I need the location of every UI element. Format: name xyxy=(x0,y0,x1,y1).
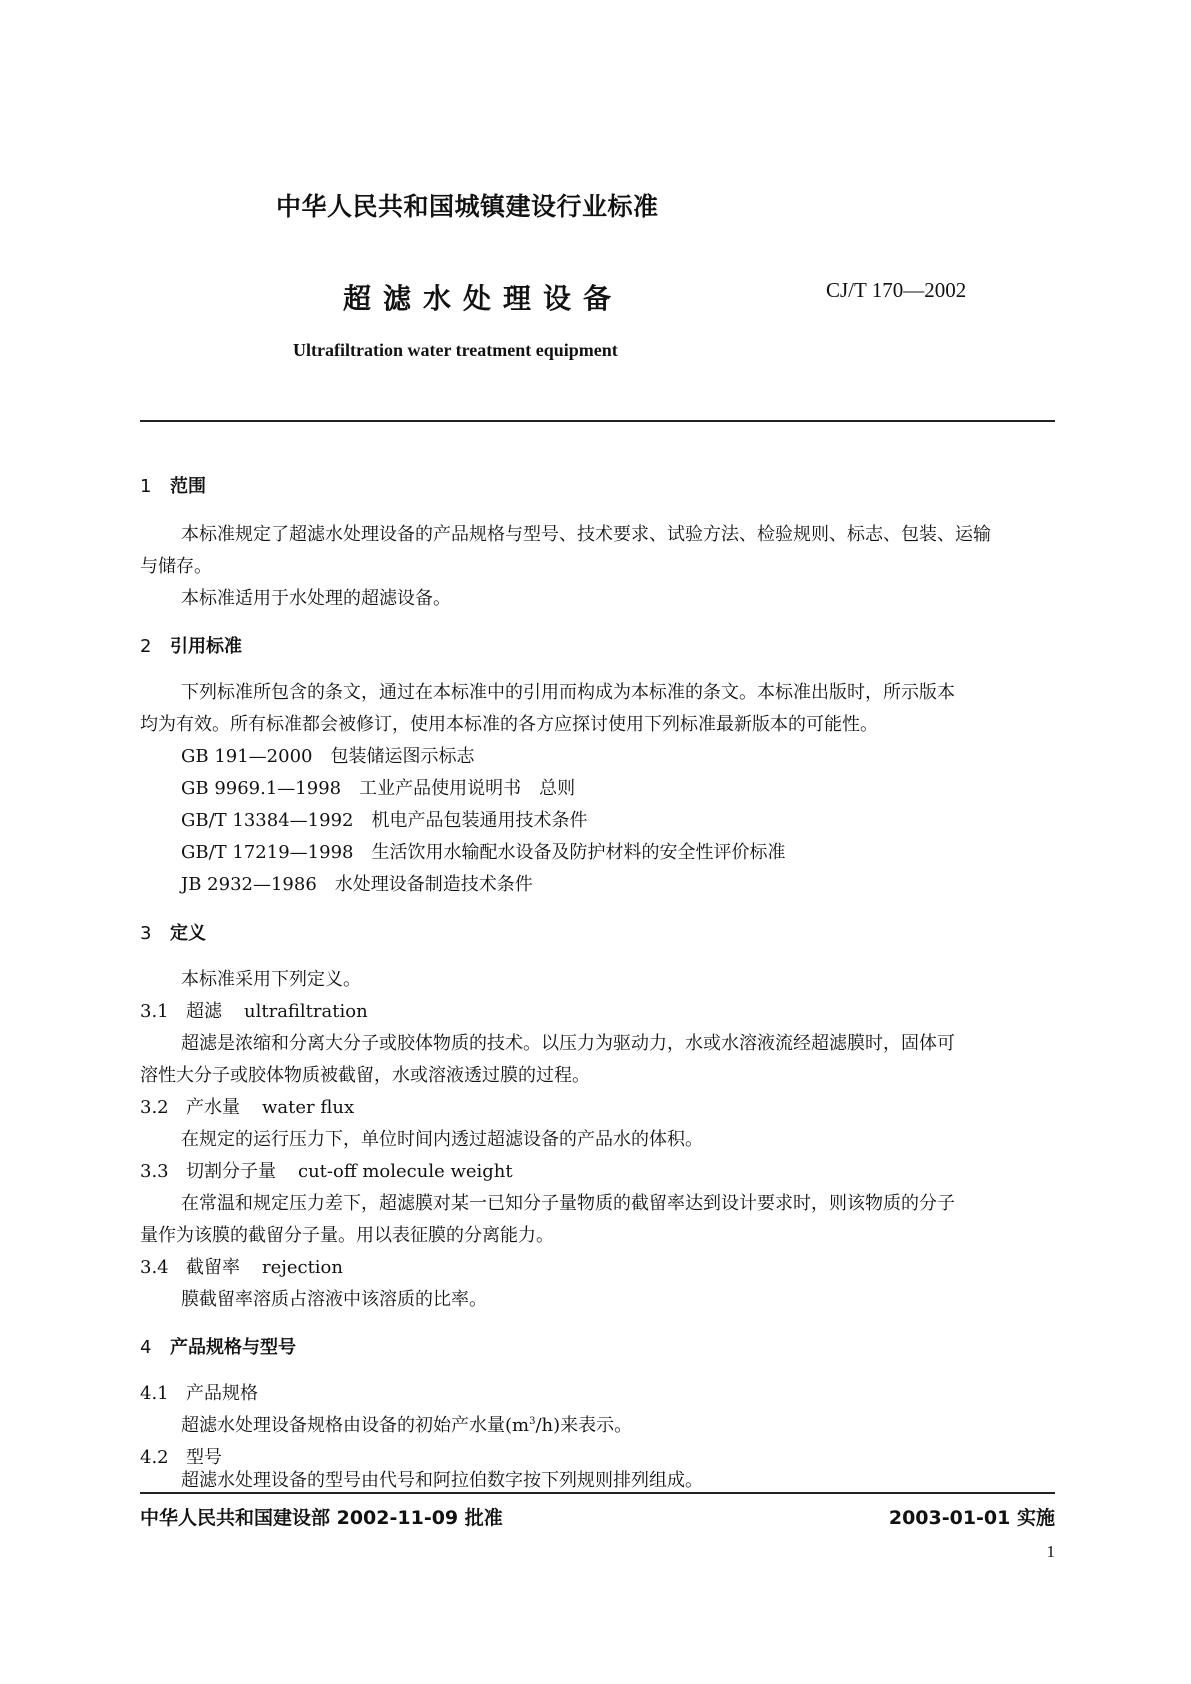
superscript: 3 xyxy=(529,1416,536,1427)
term-number: 3.2 xyxy=(140,1097,169,1118)
paragraph-line: 均为有效。所有标准都会被修订，使用本标准的各方应探讨使用下列标准最新版本的可能性。 xyxy=(140,714,878,735)
section-number: 4 xyxy=(140,1337,152,1358)
definition-line: 量作为该膜的截留分子量。用以表征膜的分离能力。 xyxy=(140,1225,554,1246)
text: /h)来表示。 xyxy=(535,1415,633,1436)
paragraph: 超滤水处理设备的型号由代号和阿拉伯数字按下列规则排列组成。 xyxy=(181,1470,703,1491)
term-heading xyxy=(140,1093,354,1119)
paragraph-line: 与储存。 xyxy=(140,556,212,577)
document-title-cn: 超滤水处理设备 xyxy=(343,282,624,315)
definition-line: 在常温和规定压力差下，超滤膜对某一已知分子量物质的截留率达到设计要求时，则该物质的分子 xyxy=(181,1193,955,1214)
section-title: 范围 xyxy=(170,476,206,497)
term-cn: 截留率 xyxy=(186,1257,240,1278)
reference-name: 包装储运图示标志 xyxy=(330,746,475,767)
term-heading xyxy=(140,1253,343,1279)
reference-name: 机电产品包装通用技术条件 xyxy=(371,810,588,831)
term-heading xyxy=(140,997,368,1023)
page-number: 1 xyxy=(1046,1542,1055,1561)
text: 超滤水处理设备规格由设备的初始产水量(m xyxy=(181,1415,530,1436)
subsection-number: 4.2 xyxy=(140,1447,169,1468)
term-en: cut-off molecule weight xyxy=(298,1161,513,1182)
reference-name: 生活饮用水输配水设备及防护材料的安全性评价标准 xyxy=(371,842,786,863)
section-1-heading xyxy=(140,472,206,498)
definition-line: 在规定的运行压力下，单位时间内透过超滤设备的产品水的体积。 xyxy=(181,1129,703,1150)
reference-code: GB/T 17219—1998 xyxy=(181,842,354,863)
section-title: 引用标准 xyxy=(170,636,242,657)
reference-item xyxy=(181,806,587,832)
paragraph: 本标准采用下列定义。 xyxy=(181,969,361,990)
section-title: 产品规格与型号 xyxy=(170,1337,296,1358)
section-number: 2 xyxy=(140,636,152,657)
term-heading xyxy=(140,1157,513,1183)
subsection-title: 型号 xyxy=(186,1447,222,1468)
subsection-title: 产品规格 xyxy=(186,1383,258,1404)
paragraph-line: 本标准规定了超滤水处理设备的产品规格与型号、技术要求、试验方法、检验规则、标志、包装、运输 xyxy=(181,524,991,545)
subsection-heading xyxy=(140,1379,258,1405)
section-number: 3 xyxy=(140,923,152,944)
paragraph: 本标准适用于水处理的超滤设备。 xyxy=(181,588,451,609)
section-3-heading xyxy=(140,919,206,945)
term-number: 3.3 xyxy=(140,1161,169,1182)
standard-organization: 中华人民共和国城镇建设行业标准 xyxy=(276,192,659,221)
term-cn: 产水量 xyxy=(186,1097,240,1118)
term-en: ultrafiltration xyxy=(244,1001,368,1022)
section-number: 1 xyxy=(140,476,152,497)
definition-line: 溶性大分子或胶体物质被截留，水或溶液透过膜的过程。 xyxy=(140,1065,590,1086)
approval-statement: 中华人民共和国建设部 2002-11-09 批准 xyxy=(140,1507,503,1529)
reference-item xyxy=(181,870,533,896)
paragraph-line: 下列标准所包含的条文，通过在本标准中的引用而构成为本标准的条文。本标准出版时，所示版本 xyxy=(181,682,955,703)
reference-name: 水处理设备制造技术条件 xyxy=(334,874,533,895)
footer-divider xyxy=(140,1492,1055,1494)
section-2-heading xyxy=(140,632,242,658)
standard-code: CJ/T 170—2002 xyxy=(826,278,967,302)
subsection-number: 4.1 xyxy=(140,1383,169,1404)
section-title: 定义 xyxy=(170,923,206,944)
reference-item xyxy=(181,774,575,800)
definition-line: 膜截留率溶质占溶液中该溶质的比率。 xyxy=(181,1289,487,1310)
reference-name: 工业产品使用说明书 总则 xyxy=(359,778,576,799)
header-divider xyxy=(140,420,1055,422)
term-cn: 切割分子量 xyxy=(186,1161,276,1182)
term-en: water flux xyxy=(262,1097,355,1118)
term-cn: 超滤 xyxy=(186,1001,222,1022)
term-en: rejection xyxy=(262,1257,343,1278)
reference-item xyxy=(181,742,475,768)
paragraph xyxy=(181,1411,632,1437)
reference-code: GB 191—2000 xyxy=(181,746,313,767)
reference-item xyxy=(181,838,785,864)
reference-code: GB 9969.1—1998 xyxy=(181,778,342,799)
definition-line: 超滤是浓缩和分离大分子或胶体物质的技术。以压力为驱动力，水或水溶液流经超滤膜时，固体可 xyxy=(181,1033,955,1054)
effective-date: 2003-01-01 实施 xyxy=(888,1507,1055,1529)
document-title-en: Ultrafiltration water treatment equipment xyxy=(293,340,618,360)
reference-code: JB 2932—1986 xyxy=(181,874,317,895)
reference-code: GB/T 13384—1992 xyxy=(181,810,354,831)
section-4-heading xyxy=(140,1333,296,1359)
term-number: 3.1 xyxy=(140,1001,169,1022)
term-number: 3.4 xyxy=(140,1257,169,1278)
